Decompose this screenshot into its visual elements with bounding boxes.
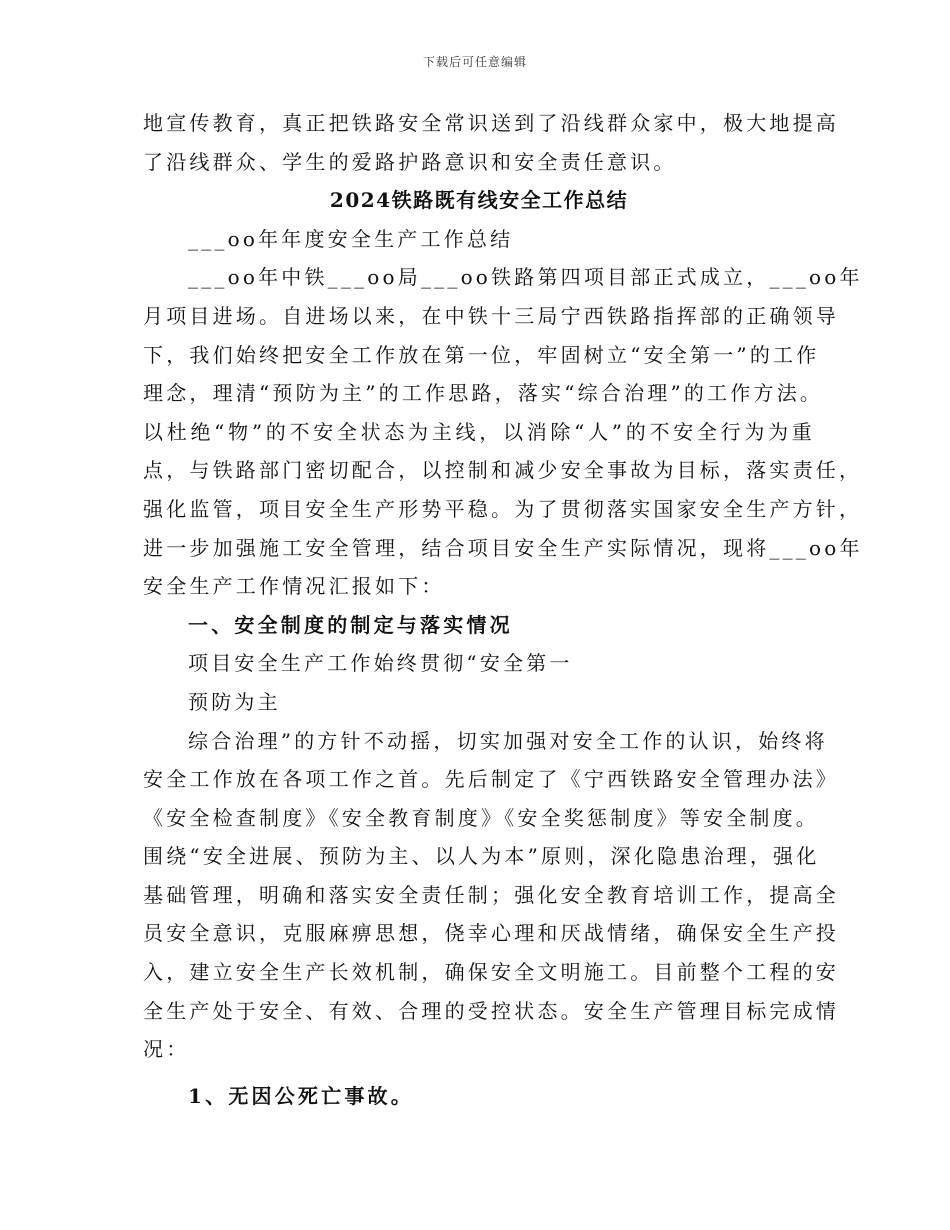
- document-body: [143, 104, 863, 1115]
- intro-line-2: 了沿线群众、学生的爱路护路意识和安全责任意识。: [143, 149, 677, 174]
- intro-line-1: 地宣传教育，真正把铁路安全常识送到了沿线群众家中，极大地提高: [143, 111, 839, 135]
- paragraph-1-line-2: 月项目进场。自进场以来，在中铁十三局宁西铁路指挥部的正确领导: [143, 303, 839, 328]
- document-subtitle: ___oo年年度安全生产工作总结: [188, 226, 514, 251]
- paragraph-2-line-5: 基础管理，明确和落实安全责任制；强化安全教育培训工作，提高全: [143, 882, 839, 907]
- section-1-line-1: 项目安全生产工作始终贯彻“安全第一: [188, 651, 573, 676]
- document-title: 2024铁路既有线安全工作总结: [329, 188, 629, 213]
- paragraph-2-line-8: 全生产处于安全、有效、合理的受控状态。安全生产管理目标完成情: [143, 998, 839, 1023]
- paragraph-2-line-2: 安全工作放在各项工作之首。先后制定了《宁西铁路安全管理办法》: [143, 767, 839, 792]
- section-1-line-2: 预防为主: [188, 689, 281, 714]
- paragraph-1-line-4: 理念，理清“预防为主”的工作思路，落实“综合治理”的工作方法。: [143, 381, 824, 406]
- paragraph-1-line-5: 以杜绝“物”的不安全状态为主线，以消除“人”的不安全行为为重: [143, 419, 815, 444]
- paragraph-1-line-7: 强化监管，项目安全生产形势平稳。为了贯彻落实国家安全生产方针，: [143, 496, 863, 521]
- paragraph-2-line-4: 围绕“安全进展、预防为主、以人为本”原则，深化隐患治理，强化: [143, 844, 820, 869]
- paragraph-1-line-3: 下，我们始终把安全工作放在第一位，牢固树立“安全第一”的工作: [143, 342, 820, 367]
- paragraph-1-line-1: ___oo年中铁___oo局___oo铁路第四项目部正式成立，___oo年: [188, 265, 863, 290]
- paragraph-1-line-6: 点，与铁路部门密切配合，以控制和减少安全事故为目标，落实责任，: [143, 458, 863, 483]
- item-1: 1、无因公死亡事故。: [188, 1083, 414, 1108]
- paragraph-1-line-9: 安全生产工作情况汇报如下：: [143, 574, 445, 599]
- paragraph-2-line-3: 《安全检查制度》《安全教育制度》《安全奖惩制度》等安全制度。: [143, 805, 819, 830]
- paragraph-2-line-1: 综合治理”的方针不动摇，切实加强对安全工作的认识，始终将: [188, 728, 828, 753]
- paragraph-2-line-9: 况：: [143, 1037, 190, 1062]
- page-header-note: 下载后可任意编辑: [422, 55, 527, 69]
- paragraph-2-line-6: 员安全意识，克服麻痹思想，侥幸心理和厌战情绪，确保安全生产投: [143, 921, 839, 946]
- paragraph-1-line-8: 进一步加强施工安全管理，结合项目安全生产实际情况，现将___oo年: [143, 535, 863, 560]
- paragraph-2-line-7: 入，建立安全生产长效机制，确保安全文明施工。目前整个工程的安: [143, 960, 839, 985]
- section-1-heading: 一、安全制度的制定与落实情况: [188, 612, 513, 637]
